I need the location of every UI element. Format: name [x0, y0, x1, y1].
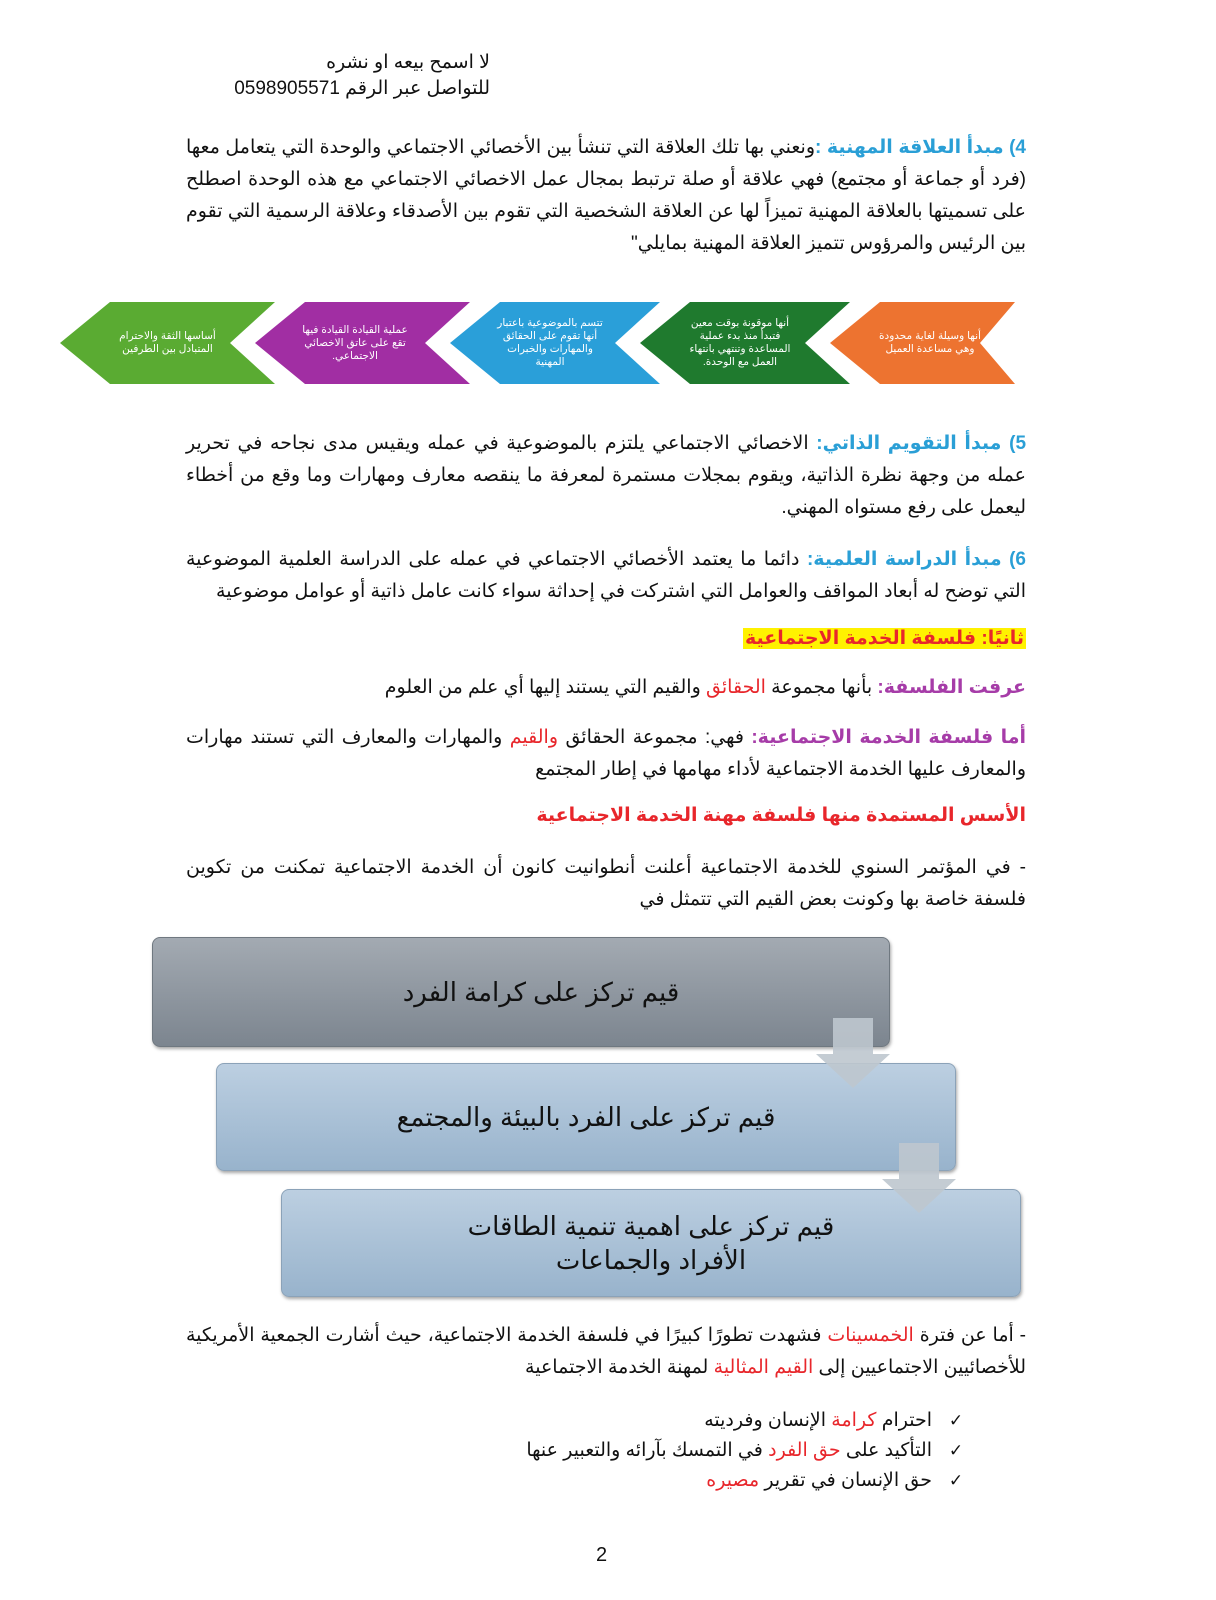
chevron-item-4: عملية القيادة القيادة فيها تقع على عاتق الاخصائي الاجتماعي. [302, 323, 408, 362]
flow-box-3: قيم تركز على اهمية تنمية الطاقات الأفراد والجماعات [281, 1189, 1021, 1297]
chevron-item-1: أنها وسيلة لغاية محدودة وهي مساعدة العميل [879, 330, 981, 355]
relationship-traits-process [60, 302, 1015, 384]
philosophy-definition-label: عرفت الفلسفة: [877, 677, 1026, 698]
copyright-notice [190, 50, 490, 102]
notice-line-2: للتواصل عبر الرقم 0598905571 [234, 78, 490, 99]
checkmark-icon: ✓ [948, 1411, 964, 1430]
notice-line-1: لا اسمح بيعه او نشره [326, 52, 490, 73]
section-4-body: ونعني بها تلك العلاقة التي تنشأ بين الأخصائي الاجتماعي والوحدة التي يتعامل معها (فرد أو جماعة أو مجتمع) فهي علاقة أو صلة ترتبط بمجال عمل الاخصائي الاجتماعي مع هذه الوحدة اصطلح على تسميتها بالعلاقة المهنية تميزاً لها عن العلاقة الشخصية التي تقوم بين الأصدقاء وعلاقة الرسمية التي تقوم بين الرئيس والمرؤوس تتميز العلاقة المهنية بمايلي" [186, 137, 1026, 254]
philosophy-title: ثانيًا: فلسفة الخدمة الاجتماعية [744, 628, 1024, 649]
chevron-item-3: تتسم بالموضوعية باعتبار أنها تقوم على الحقائق والمهارات والخبرات المهنية [497, 317, 603, 368]
conference-paragraph: - في المؤتمر السنوي للخدمة الاجتماعية أعلنت أنطوانيت كانون أن الخدمة الاجتماعية تمكنت من تكوين فلسفة خاصة بها وكونت بعض القيم التي تتمثل في [186, 857, 1026, 910]
section-6-heading: 6) مبدأ الدراسة العلمية: [806, 549, 1026, 570]
section-4-heading: 4) مبدأ العلاقة المهنية : [815, 137, 1026, 158]
section-5-body: الاخصائي الاجتماعي يلتزم بالموضوعية في عمله ويقيس مدى نجاحه في تحرير عمله من وجهة نظرة الذاتية، ويقوم بمجلات مستمرة لمعرفة ما ينقصه معارف ومهارات وما وقع من أخطاء ليعمل على رفع مستواه المهني. [186, 433, 1026, 518]
chevron-item-5: أساسها الثقة والاحترام المتبادل بين الطرفين [119, 330, 216, 355]
checklist-item: ✓ احترام كرامة الإنسان وفرديته [466, 1406, 966, 1436]
checkmark-icon: ✓ [948, 1441, 964, 1460]
page-number: 2 [596, 1544, 608, 1566]
section-6-scientific-study [186, 544, 1026, 608]
chevron-item-2: أنها موقونة بوقت معين فتبدأ منذ بدء عملية المساعدة وتنتهي بانتهاء العمل مع الوحدة. [689, 317, 791, 368]
section-4-professional-relationship [186, 132, 1026, 260]
section-5-heading: 5) مبدأ التقويم الذاتي: [816, 433, 1027, 454]
checklist-item: ✓ حق الإنسان في تقرير مصيره [466, 1466, 966, 1496]
fifties-paragraph: - أما عن فترة الخمسينات فشهدت تطورًا كبيرًا في فلسفة الخدمة الاجتماعية، حيث أشارت الجمعية الأمريكية للأخصائيين الاجتماعيين إلى القيم المثالية لمهنة الخدمة الاجتماعية [186, 1325, 1026, 1378]
checklist-item: ✓ التأكيد على حق الفرد في التمسك بآرائه والتعبير عنها [466, 1436, 966, 1466]
social-work-philosophy-label: أما فلسفة الخدمة الاجتماعية: [751, 727, 1026, 748]
flow-box-1: قيم تركز على كرامة الفرد [152, 937, 890, 1047]
ideal-values-checklist [466, 1406, 966, 1496]
arrow-down-icon [816, 1018, 890, 1088]
philosophy-definition: عرفت الفلسفة: بأنها مجموعة الحقائق والقيم التي يستند إليها أي علم من العلوم [384, 677, 1026, 698]
section-6-body: دائما ما يعتمد الأخصائي الاجتماعي في عمله على الدراسة العلمية الموضوعية التي توضح له أبعاد المواقف والعوامل التي اشتركت في إحداثة سواء كانت عامل ذاتية أو عوامل موضوعية [186, 549, 1026, 602]
checkmark-icon: ✓ [948, 1471, 964, 1490]
flow-box-2: قيم تركز على الفرد بالبيئة والمجتمع [216, 1063, 956, 1171]
arrow-down-icon [882, 1143, 956, 1213]
section-5-self-evaluation [186, 428, 1026, 524]
phone-number: 0598905571 [234, 78, 340, 99]
foundations-heading: الأسس المستمدة منها فلسفة مهنة الخدمة الاجتماعية [536, 805, 1026, 826]
social-work-philosophy-definition: أما فلسفة الخدمة الاجتماعية: فهي: مجموعة الحقائق والقيم والمهارات والمعارف التي تستند مهارات والمعارف عليها الخدمة الاجتماعية لأداء مهامها في إطار المجتمع [186, 727, 1026, 780]
